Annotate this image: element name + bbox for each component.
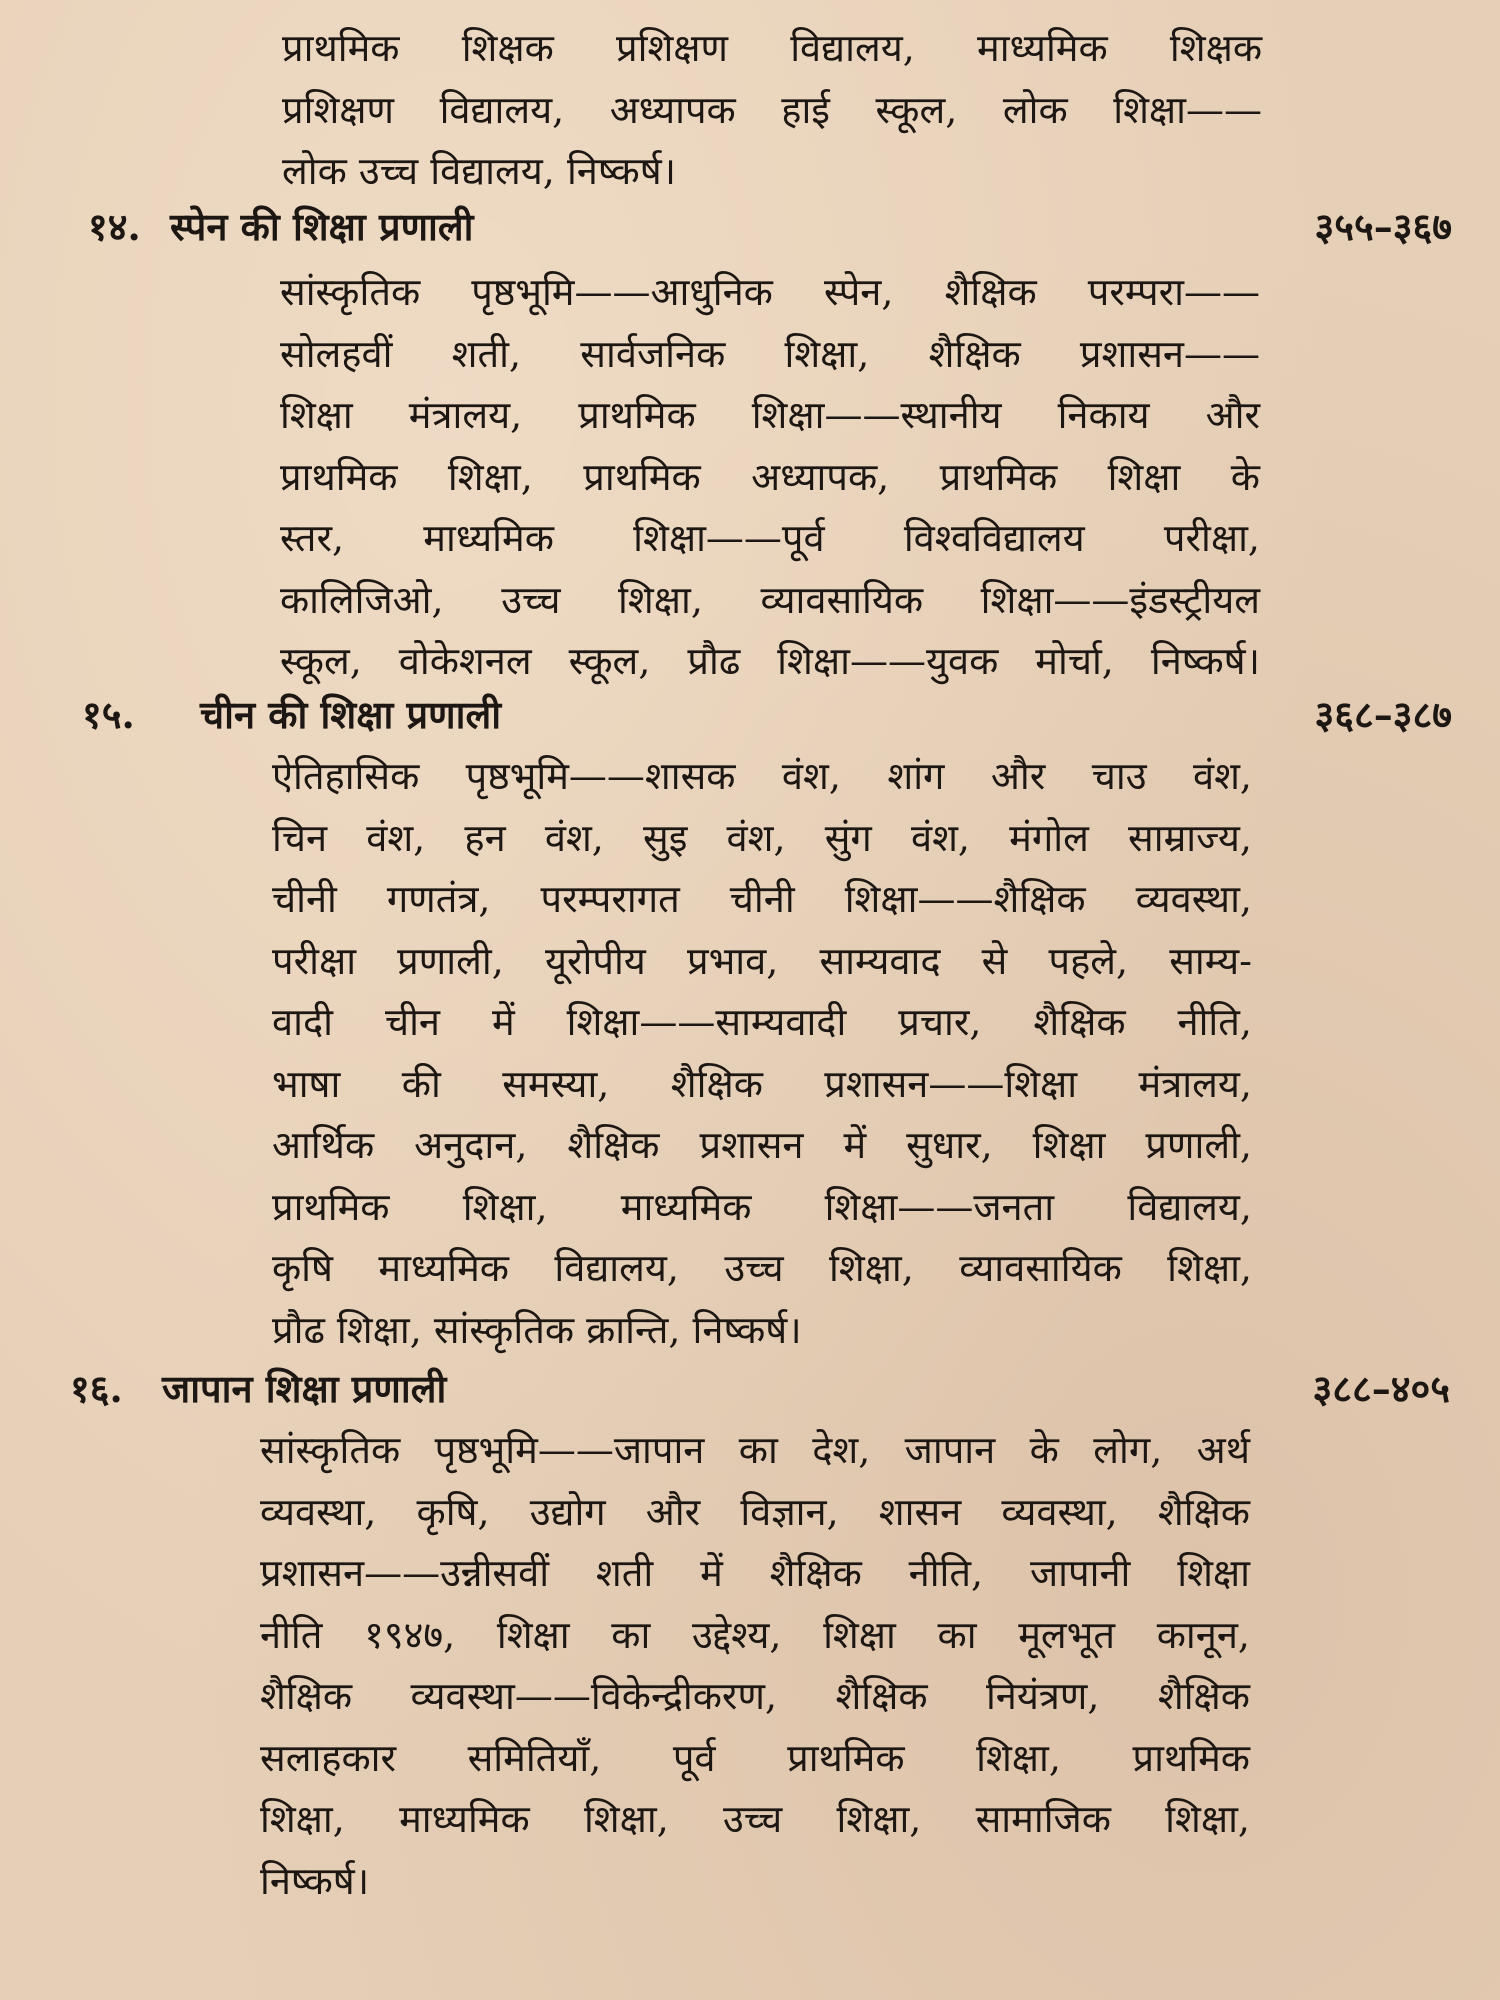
text-line: शिक्षा, माध्यमिक शिक्षा, उच्च शिक्षा, सामाजिक शिक्षा, <box>260 1797 1250 1841</box>
text-line: कालिजिओ, उच्च शिक्षा, व्यावसायिक शिक्षा——इंडस्ट्रीयल <box>280 577 1260 622</box>
entry-title: स्पेन की शिक्षा प्रणाली <box>170 204 474 249</box>
entry-number: १६. <box>70 1366 123 1411</box>
text-line: सोलहवीं शती, सार्वजनिक शिक्षा, शैक्षिक प्रशासन—— <box>280 331 1260 376</box>
page-range: ३५५–३६७ <box>1314 204 1452 249</box>
page-range: ३६८–३८७ <box>1314 692 1452 737</box>
page-range: ३८८–४०५ <box>1312 1366 1450 1411</box>
entry-description <box>272 746 1252 1361</box>
text-line: चिन वंश, हन वंश, सुइ वंश, सुंग वंश, मंगोल साम्राज्य, <box>272 815 1252 860</box>
entry-title: चीन की शिक्षा प्रणाली <box>200 692 502 737</box>
text-line: प्राथमिक शिक्षा, प्राथमिक अध्यापक, प्राथमिक शिक्षा के <box>280 454 1260 499</box>
text-line: चीनी गणतंत्र, परम्परागत चीनी शिक्षा——शैक्षिक व्यवस्था, <box>272 877 1252 921</box>
text-line: लोक उच्च विद्यालय, निष्कर्ष। <box>282 149 677 193</box>
text-line: आर्थिक अनुदान, शैक्षिक प्रशासन में सुधार, शिक्षा प्रणाली, <box>272 1123 1252 1167</box>
text-line: शैक्षिक व्यवस्था——विकेन्द्रीकरण, शैक्षिक नियंत्रण, शैक्षिक <box>260 1674 1250 1718</box>
text-line: भाषा की समस्या, शैक्षिक प्रशासन——शिक्षा मंत्रालय, <box>272 1061 1252 1106</box>
text-line: प्राथमिक शिक्षक प्रशिक्षण विद्यालय, माध्यमिक शिक्षक <box>282 26 1262 70</box>
entry-description <box>280 262 1260 693</box>
text-line: प्रशिक्षण विद्यालय, अध्यापक हाई स्कूल, लोक शिक्षा—— <box>282 87 1262 132</box>
text-line: ऐतिहासिक पृष्ठभूमि——शासक वंश, शांग और चाउ वंश, <box>272 754 1252 798</box>
text-line: कृषि माध्यमिक विद्यालय, उच्च शिक्षा, व्यावसायिक शिक्षा, <box>272 1246 1252 1290</box>
text-line: वादी चीन में शिक्षा——साम्यवादी प्रचार, शैक्षिक नीति, <box>272 1000 1252 1044</box>
text-line: सलाहकार समितियाँ, पूर्व प्राथमिक शिक्षा, प्राथमिक <box>260 1735 1250 1780</box>
text-line: परीक्षा प्रणाली, यूरोपीय प्रभाव, साम्यवाद से पहले, साम्य- <box>272 938 1252 983</box>
text-line: व्यवस्था, कृषि, उद्योग और विज्ञान, शासन व्यवस्था, शैक्षिक <box>260 1489 1250 1534</box>
text-line: प्रशासन——उन्नीसवीं शती में शैक्षिक नीति, जापानी शिक्षा <box>260 1551 1250 1595</box>
entry-description <box>260 1420 1250 1912</box>
text-line: प्राथमिक शिक्षा, माध्यमिक शिक्षा——जनता विद्यालय, <box>272 1184 1252 1229</box>
text-line: सांस्कृतिक पृष्ठभूमि——जापान का देश, जापान के लोग, अर्थ <box>260 1428 1250 1472</box>
text-line: निष्कर्ष। <box>260 1858 370 1903</box>
entry-number: १४. <box>88 204 141 249</box>
text-line: प्रौढ शिक्षा, सांस्कृतिक क्रान्ति, निष्कर्ष। <box>272 1307 802 1352</box>
text-line: स्कूल, वोकेशनल स्कूल, प्रौढ शिक्षा——युवक मोर्चा, निष्कर्ष। <box>280 639 1260 683</box>
text-line: स्तर, माध्यमिक शिक्षा——पूर्व विश्वविद्यालय परीक्षा, <box>280 516 1260 560</box>
entry-number: १५. <box>82 692 135 737</box>
continuation-text <box>282 18 1262 203</box>
text-line: सांस्कृतिक पृष्ठभूमि——आधुनिक स्पेन, शैक्षिक परम्परा—— <box>280 270 1260 314</box>
text-line: नीति १९४७, शिक्षा का उद्देश्य, शिक्षा का मूलभूत कानून, <box>260 1612 1250 1657</box>
text-line: शिक्षा मंत्रालय, प्राथमिक शिक्षा——स्थानीय निकाय और <box>280 393 1260 437</box>
entry-title: जापान शिक्षा प्रणाली <box>162 1366 447 1411</box>
